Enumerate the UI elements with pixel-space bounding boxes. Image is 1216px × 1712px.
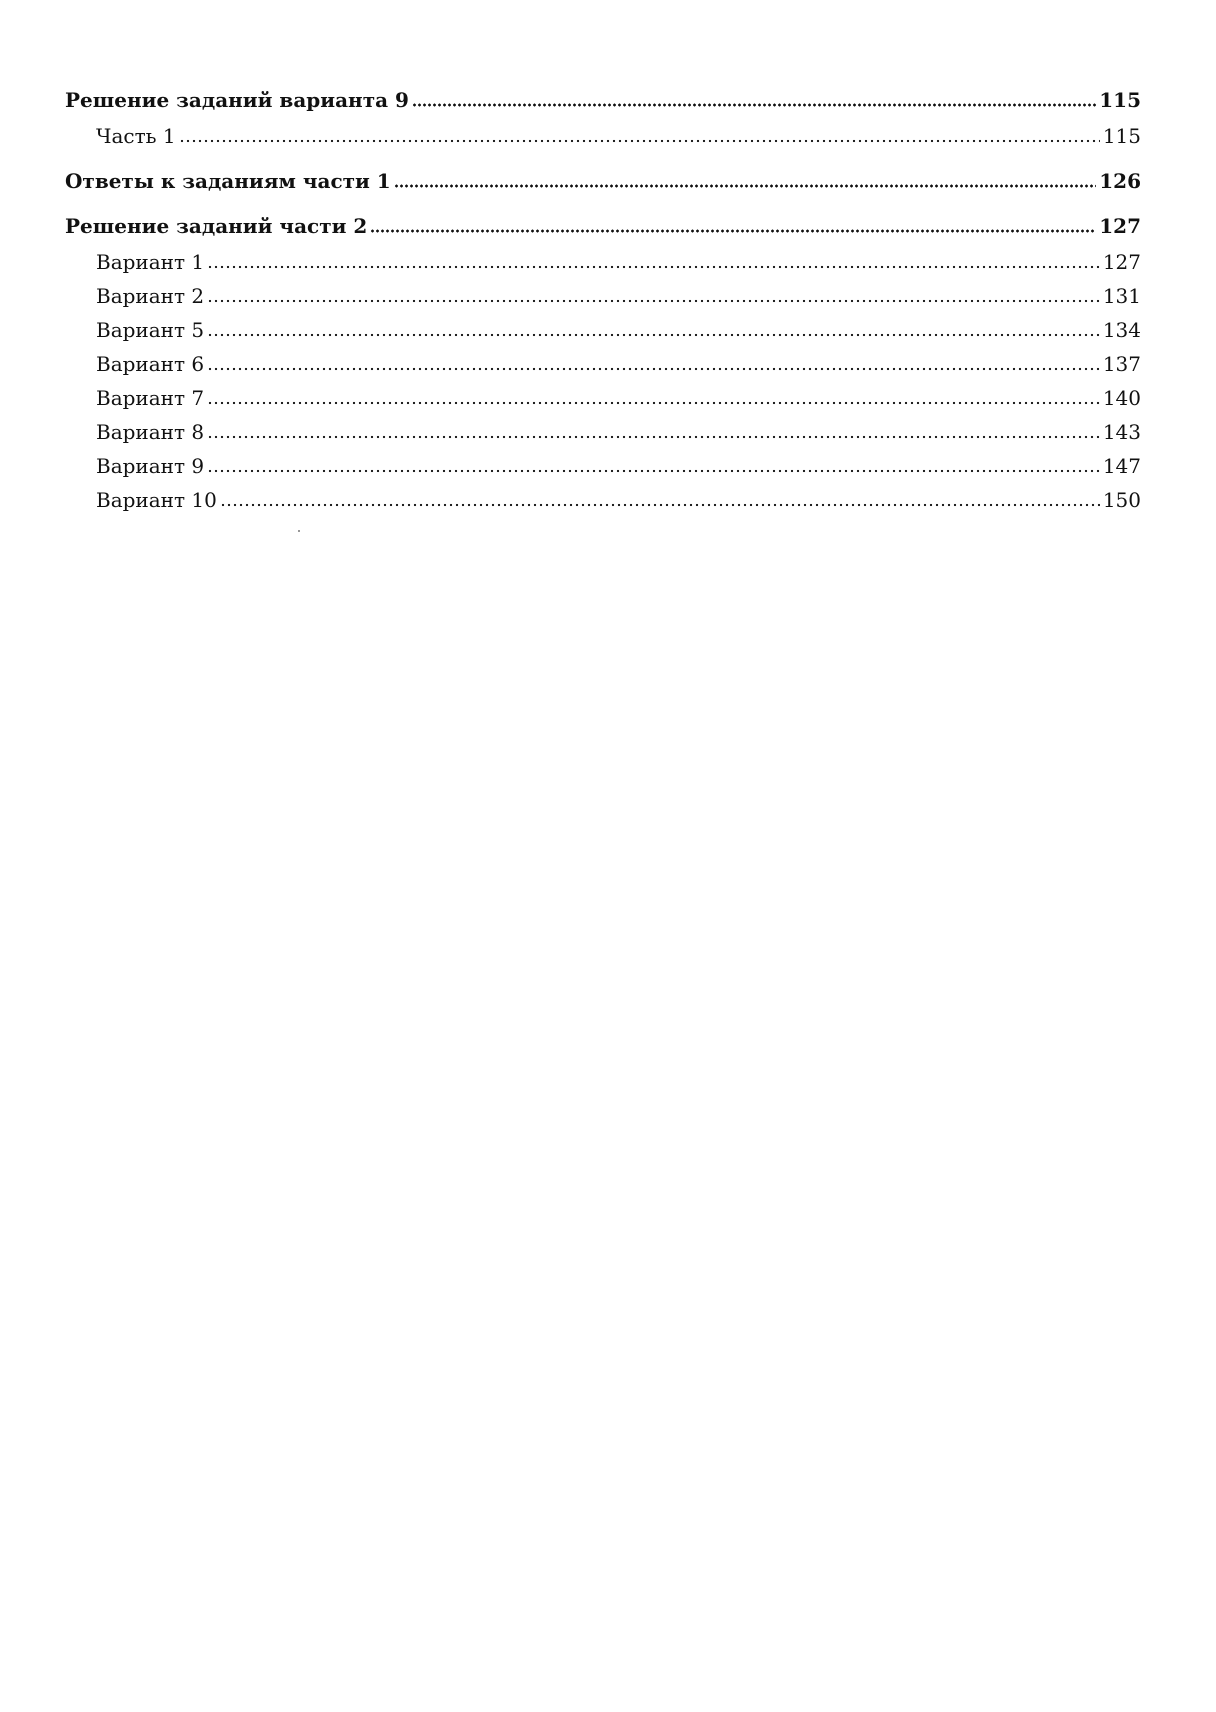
dot-leader <box>370 215 1096 233</box>
dot-leader <box>179 125 1100 143</box>
dot-leader <box>207 455 1100 473</box>
toc-entry-page: 134 <box>1102 318 1141 342</box>
toc-entry-solutions-part-2[interactable] <box>65 214 1141 238</box>
toc-entry-variant-2[interactable] <box>65 284 1141 308</box>
toc-entry-variant-5[interactable] <box>65 318 1141 342</box>
toc-entry-title: Вариант 2 <box>96 284 205 308</box>
toc-entry-title: Вариант 1 <box>96 250 205 274</box>
dot-leader <box>207 285 1100 303</box>
toc-entry-title: Вариант 7 <box>96 386 205 410</box>
table-of-contents <box>65 88 1141 512</box>
toc-entry-solutions-variant-9[interactable] <box>65 88 1141 112</box>
dot-leader <box>207 387 1100 405</box>
toc-entry-variant-8[interactable] <box>65 420 1141 444</box>
toc-entry-variant-6[interactable] <box>65 352 1141 376</box>
toc-entry-title: Вариант 10 <box>96 488 217 512</box>
toc-entry-page: 127 <box>1099 214 1141 238</box>
toc-entry-title: Решение заданий варианта 9 <box>65 88 409 112</box>
toc-entry-title: Вариант 8 <box>96 420 205 444</box>
scan-speck <box>298 530 300 532</box>
toc-entry-page: 140 <box>1102 386 1141 410</box>
toc-entry-page: 137 <box>1102 352 1141 376</box>
toc-entry-page: 150 <box>1102 488 1141 512</box>
toc-entry-page: 143 <box>1102 420 1141 444</box>
toc-entry-title: Решение заданий части 2 <box>65 214 368 238</box>
dot-leader <box>220 489 1100 507</box>
toc-entry-page: 115 <box>1099 88 1141 112</box>
toc-entry-title: Часть 1 <box>96 124 176 148</box>
toc-entry-answers-part-1[interactable] <box>65 169 1141 193</box>
toc-entry-title: Ответы к заданиям части 1 <box>65 169 391 193</box>
toc-entry-title: Вариант 6 <box>96 352 205 376</box>
toc-entry-page: 147 <box>1102 454 1141 478</box>
dot-leader <box>207 251 1100 269</box>
toc-entry-page: 126 <box>1099 169 1141 193</box>
toc-entry-page: 115 <box>1102 124 1141 148</box>
toc-entry-variant-10[interactable] <box>65 488 1141 512</box>
dot-leader <box>207 353 1100 371</box>
dot-leader <box>207 319 1100 337</box>
toc-entry-title: Вариант 5 <box>96 318 205 342</box>
dot-leader <box>412 89 1096 107</box>
toc-entry-page: 131 <box>1102 284 1141 308</box>
toc-entry-variant-1[interactable] <box>65 250 1141 274</box>
dot-leader <box>207 421 1100 439</box>
dot-leader <box>394 170 1097 188</box>
toc-entry-variant-9[interactable] <box>65 454 1141 478</box>
toc-entry-title: Вариант 9 <box>96 454 205 478</box>
toc-entry-page: 127 <box>1102 250 1141 274</box>
toc-entry-part-1[interactable] <box>65 124 1141 148</box>
toc-entry-variant-7[interactable] <box>65 386 1141 410</box>
